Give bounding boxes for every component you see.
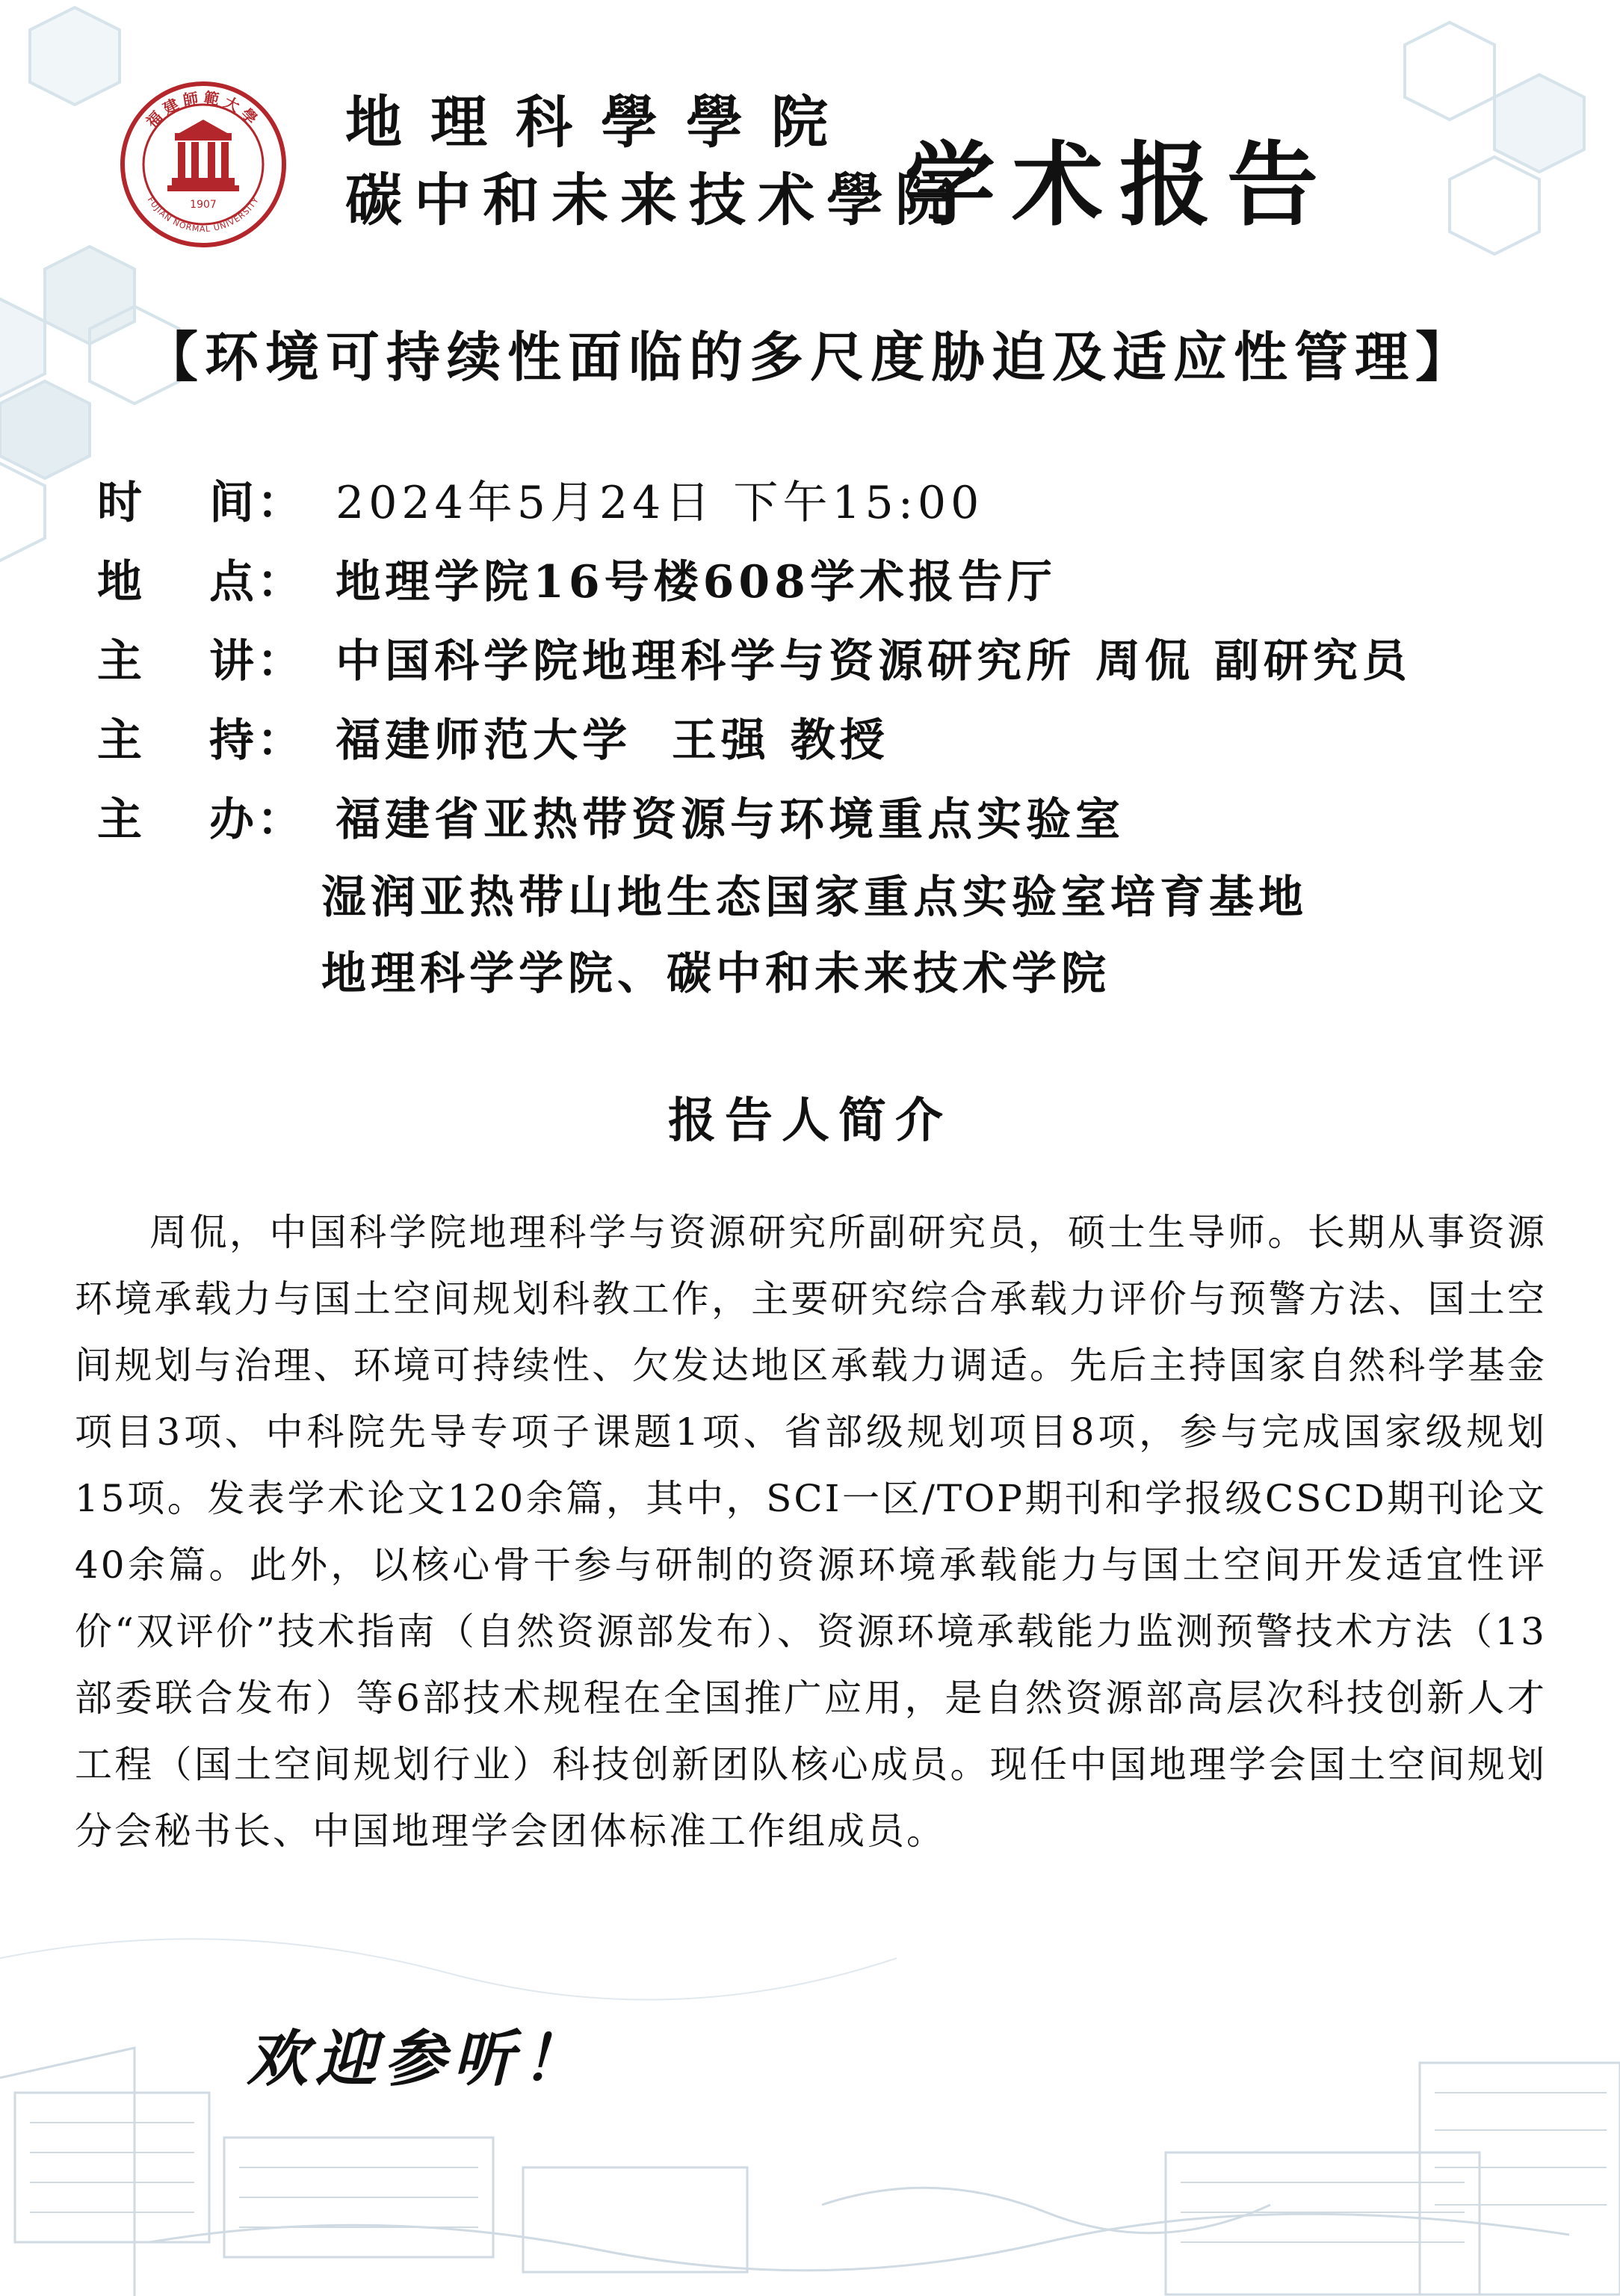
- place-value: 地理学院16号楼608学术报告厅: [336, 556, 1057, 608]
- logo-text-top: 福建師範大學: [142, 88, 265, 132]
- campus-sketch: [0, 1939, 1620, 2296]
- time-value: 2024年5月24日 下午15:00: [336, 477, 984, 529]
- university-seal-logo: [120, 81, 287, 248]
- speaker-bio-heading: 报告人简介: [668, 1093, 952, 1149]
- time-sep: ：: [257, 477, 305, 529]
- speaker-label-1: 主: [97, 635, 145, 688]
- report-title: 【环境可持续性面临的多尺度胁迫及适应性管理】: [143, 325, 1476, 389]
- host-sep: ：: [257, 715, 305, 767]
- logo-year: 1907: [190, 199, 217, 211]
- place-label-1: 地: [97, 556, 145, 608]
- organizer-label-1: 主: [97, 794, 145, 846]
- host-label-1: 主: [97, 715, 145, 767]
- time-label-1: 时: [97, 477, 145, 529]
- speaker-value: 中国科学院地理科学与资源研究所 周侃 副研究员: [336, 635, 1412, 688]
- event-info: [97, 463, 1412, 1012]
- organizer-value-3: 地理科学学院、碳中和未来技术学院: [321, 948, 1110, 1000]
- welcome-message: 欢迎参听！: [247, 2023, 590, 2095]
- info-row-organizer-3: [97, 936, 1412, 1012]
- place-label-2: 点: [209, 556, 257, 608]
- info-row-organizer: [97, 780, 1412, 860]
- logo-text-bottom: FUJIAN NORMAL UNIVERSITY: [145, 195, 262, 235]
- institution-line-2: 碳中和未来技术學院: [345, 167, 964, 233]
- info-row-organizer-2: [97, 860, 1412, 936]
- host-label-2: 持: [209, 715, 257, 767]
- place-sep: ：: [257, 556, 305, 608]
- organizer-value-2: 湿润亚热带山地生态国家重点实验室培育基地: [321, 871, 1308, 924]
- organizer-label-2: 办: [209, 794, 257, 846]
- speaker-sep: ：: [257, 635, 305, 688]
- organizer-sep: ：: [257, 794, 305, 846]
- info-row-time: [97, 463, 1412, 543]
- info-row-place: [97, 543, 1412, 622]
- host-value: 福建师范大学 王强 教授: [336, 715, 889, 767]
- document-type-heading: 学术报告: [904, 131, 1335, 238]
- speaker-bio-text: 周侃，中国科学院地理科学与资源研究所副研究员，硕士生导师。长期从事资源环境承载力与国土空间规划科教工作，主要研究综合承载力评价与预警方法、国土空间规划与治理、环境可持续性、欠发达地区承载力调适。先后主持国家自然科学基金项目3项、中科院先导专项子课题1项、省部级规划项目8项，参与完成国家级规划15项。发表学术论文120余篇，其中，SCI一区/TOP期刊和学报级CSCD期刊论文40余篇。此外，以核心骨干参与研制的资源环境承载能力与国土空间开发适宜性评价“双评价”技术指南（自然资源部发布）、资源环境承载能力监测预警技术方法（13部委联合发布）等6部技术规程在全国推广应用，是自然资源部高层次科技创新人才工程（国土空间规划行业）科技创新团队核心成员。现任中国地理学会国土空间规划分会秘书长、中国地理学会团体标准工作组成员。: [75, 1211, 1547, 1853]
- info-row-host: [97, 701, 1412, 780]
- time-label-2: 间: [209, 477, 257, 529]
- info-row-speaker: [97, 622, 1412, 701]
- institution-names: [345, 84, 964, 239]
- institution-line-1: 地理科學學院: [345, 89, 856, 155]
- speaker-label-2: 讲: [209, 635, 257, 688]
- organizer-value-1: 福建省亚热带资源与环境重点实验室: [336, 794, 1125, 846]
